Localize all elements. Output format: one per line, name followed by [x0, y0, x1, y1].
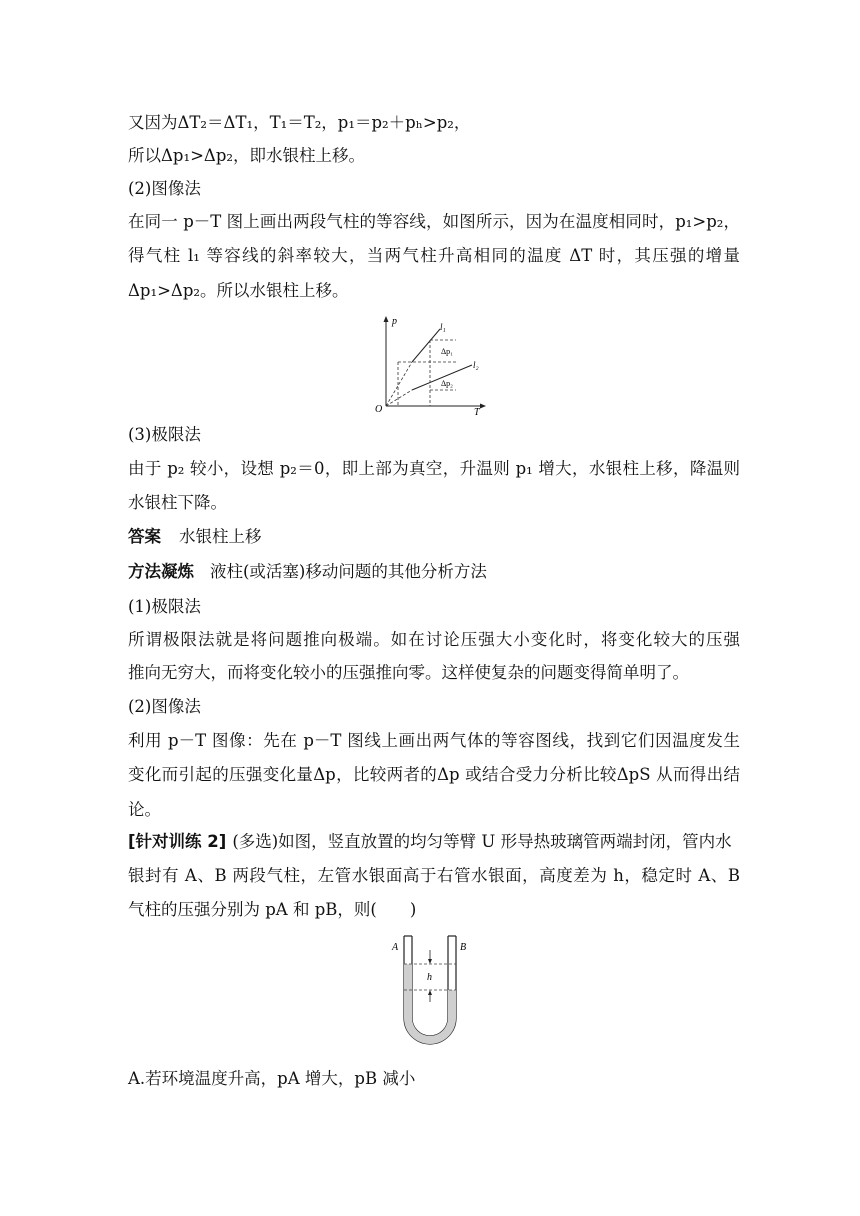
- method-title: 液柱(或活塞)移动问题的其他分析方法: [210, 562, 487, 581]
- isochore-l2-dashed: [386, 390, 412, 406]
- isochore-l1-dashed: [386, 362, 412, 406]
- text-line: 得气柱 l₁ 等容线的斜率较大，当两气柱升高相同的温度 ΔT 时，其压强的增量: [128, 246, 740, 265]
- text-line: 银封有 A、B 两段气柱，左管水银面高于右管水银面，高度差为 h，稳定时 A、B: [128, 866, 740, 885]
- section-heading: (2)图像法: [128, 179, 201, 198]
- label-b: B: [460, 942, 467, 953]
- line-l2-label: l₂: [473, 360, 479, 370]
- option-a: A.若环境温度升高，pA 增大，pB 减小: [128, 1069, 416, 1088]
- x-axis-label: T: [474, 407, 480, 416]
- method-summary-line: [128, 561, 740, 583]
- text-line: 又因为ΔT₂＝ΔT₁，T₁＝T₂，p₁＝p₂＋pₕ>p₂，: [128, 113, 471, 132]
- y-axis-label: p: [392, 316, 397, 327]
- text-line: Δp₁>Δp₂。所以水银柱上移。: [128, 281, 349, 300]
- section-heading: (1)极限法: [128, 597, 201, 616]
- text-line: 变化而引起的压强变化量Δp，比较两者的Δp 或结合受力分析比较ΔpS 从而得出结: [128, 765, 740, 784]
- answer-line: [128, 526, 740, 548]
- text-line: 利用 p－T 图像：先在 p－T 图线上画出两气体的等容图线，找到它们因温度发生: [128, 731, 740, 750]
- text-line: 所以Δp₁>Δp₂，即水银柱上移。: [128, 146, 366, 165]
- exercise-label: [针对训练 2]: [128, 832, 227, 851]
- delta-p2-label: Δp₂: [441, 379, 453, 388]
- height-label: h: [427, 972, 432, 983]
- line-l1-label: l₁: [440, 322, 446, 332]
- origin-label: O: [375, 404, 383, 415]
- y-axis-arrow: [384, 316, 389, 322]
- p-t-graph-figure: [370, 312, 490, 416]
- delta-p1-label: Δp₁: [441, 347, 453, 356]
- isochore-l1: [412, 329, 440, 362]
- label-a: A: [392, 942, 399, 953]
- text-line: 论。: [128, 800, 161, 819]
- answer-text: 水银柱上移: [179, 527, 262, 546]
- text-line: 由于 p₂ 较小，设想 p₂＝0，即上部为真空，升温则 p₁ 增大，水银柱上移，降温则: [128, 459, 740, 478]
- text-line: 水银柱下降。: [128, 493, 227, 512]
- x-axis-arrow: [480, 404, 486, 409]
- method-label: 方法凝炼: [128, 562, 194, 581]
- answer-label: 答案: [128, 527, 161, 546]
- section-heading: (2)图像法: [128, 697, 201, 716]
- text-line: 推向无穷大，而将变化较小的压强推向零。这样使复杂的问题变得简单明了。: [128, 663, 689, 682]
- section-heading: (3)极限法: [128, 425, 201, 444]
- text-line: 在同一 p－T 图上画出两段气柱的等容线，如图所示，因为在温度相同时，p₁>p₂，: [128, 212, 740, 231]
- text-line: 所谓极限法就是将问题推向极端。如在讨论压强大小变化时，将变化较大的压强: [128, 630, 740, 649]
- text-line: 气柱的压强分别为 pA 和 pB，则( ): [128, 900, 417, 919]
- exercise-heading-line: [128, 831, 740, 853]
- exercise-text: (多选)如图，竖直放置的均匀等臂 U 形导热玻璃管两端封闭，管内水: [232, 832, 732, 851]
- u-tube-figure: [388, 932, 474, 1048]
